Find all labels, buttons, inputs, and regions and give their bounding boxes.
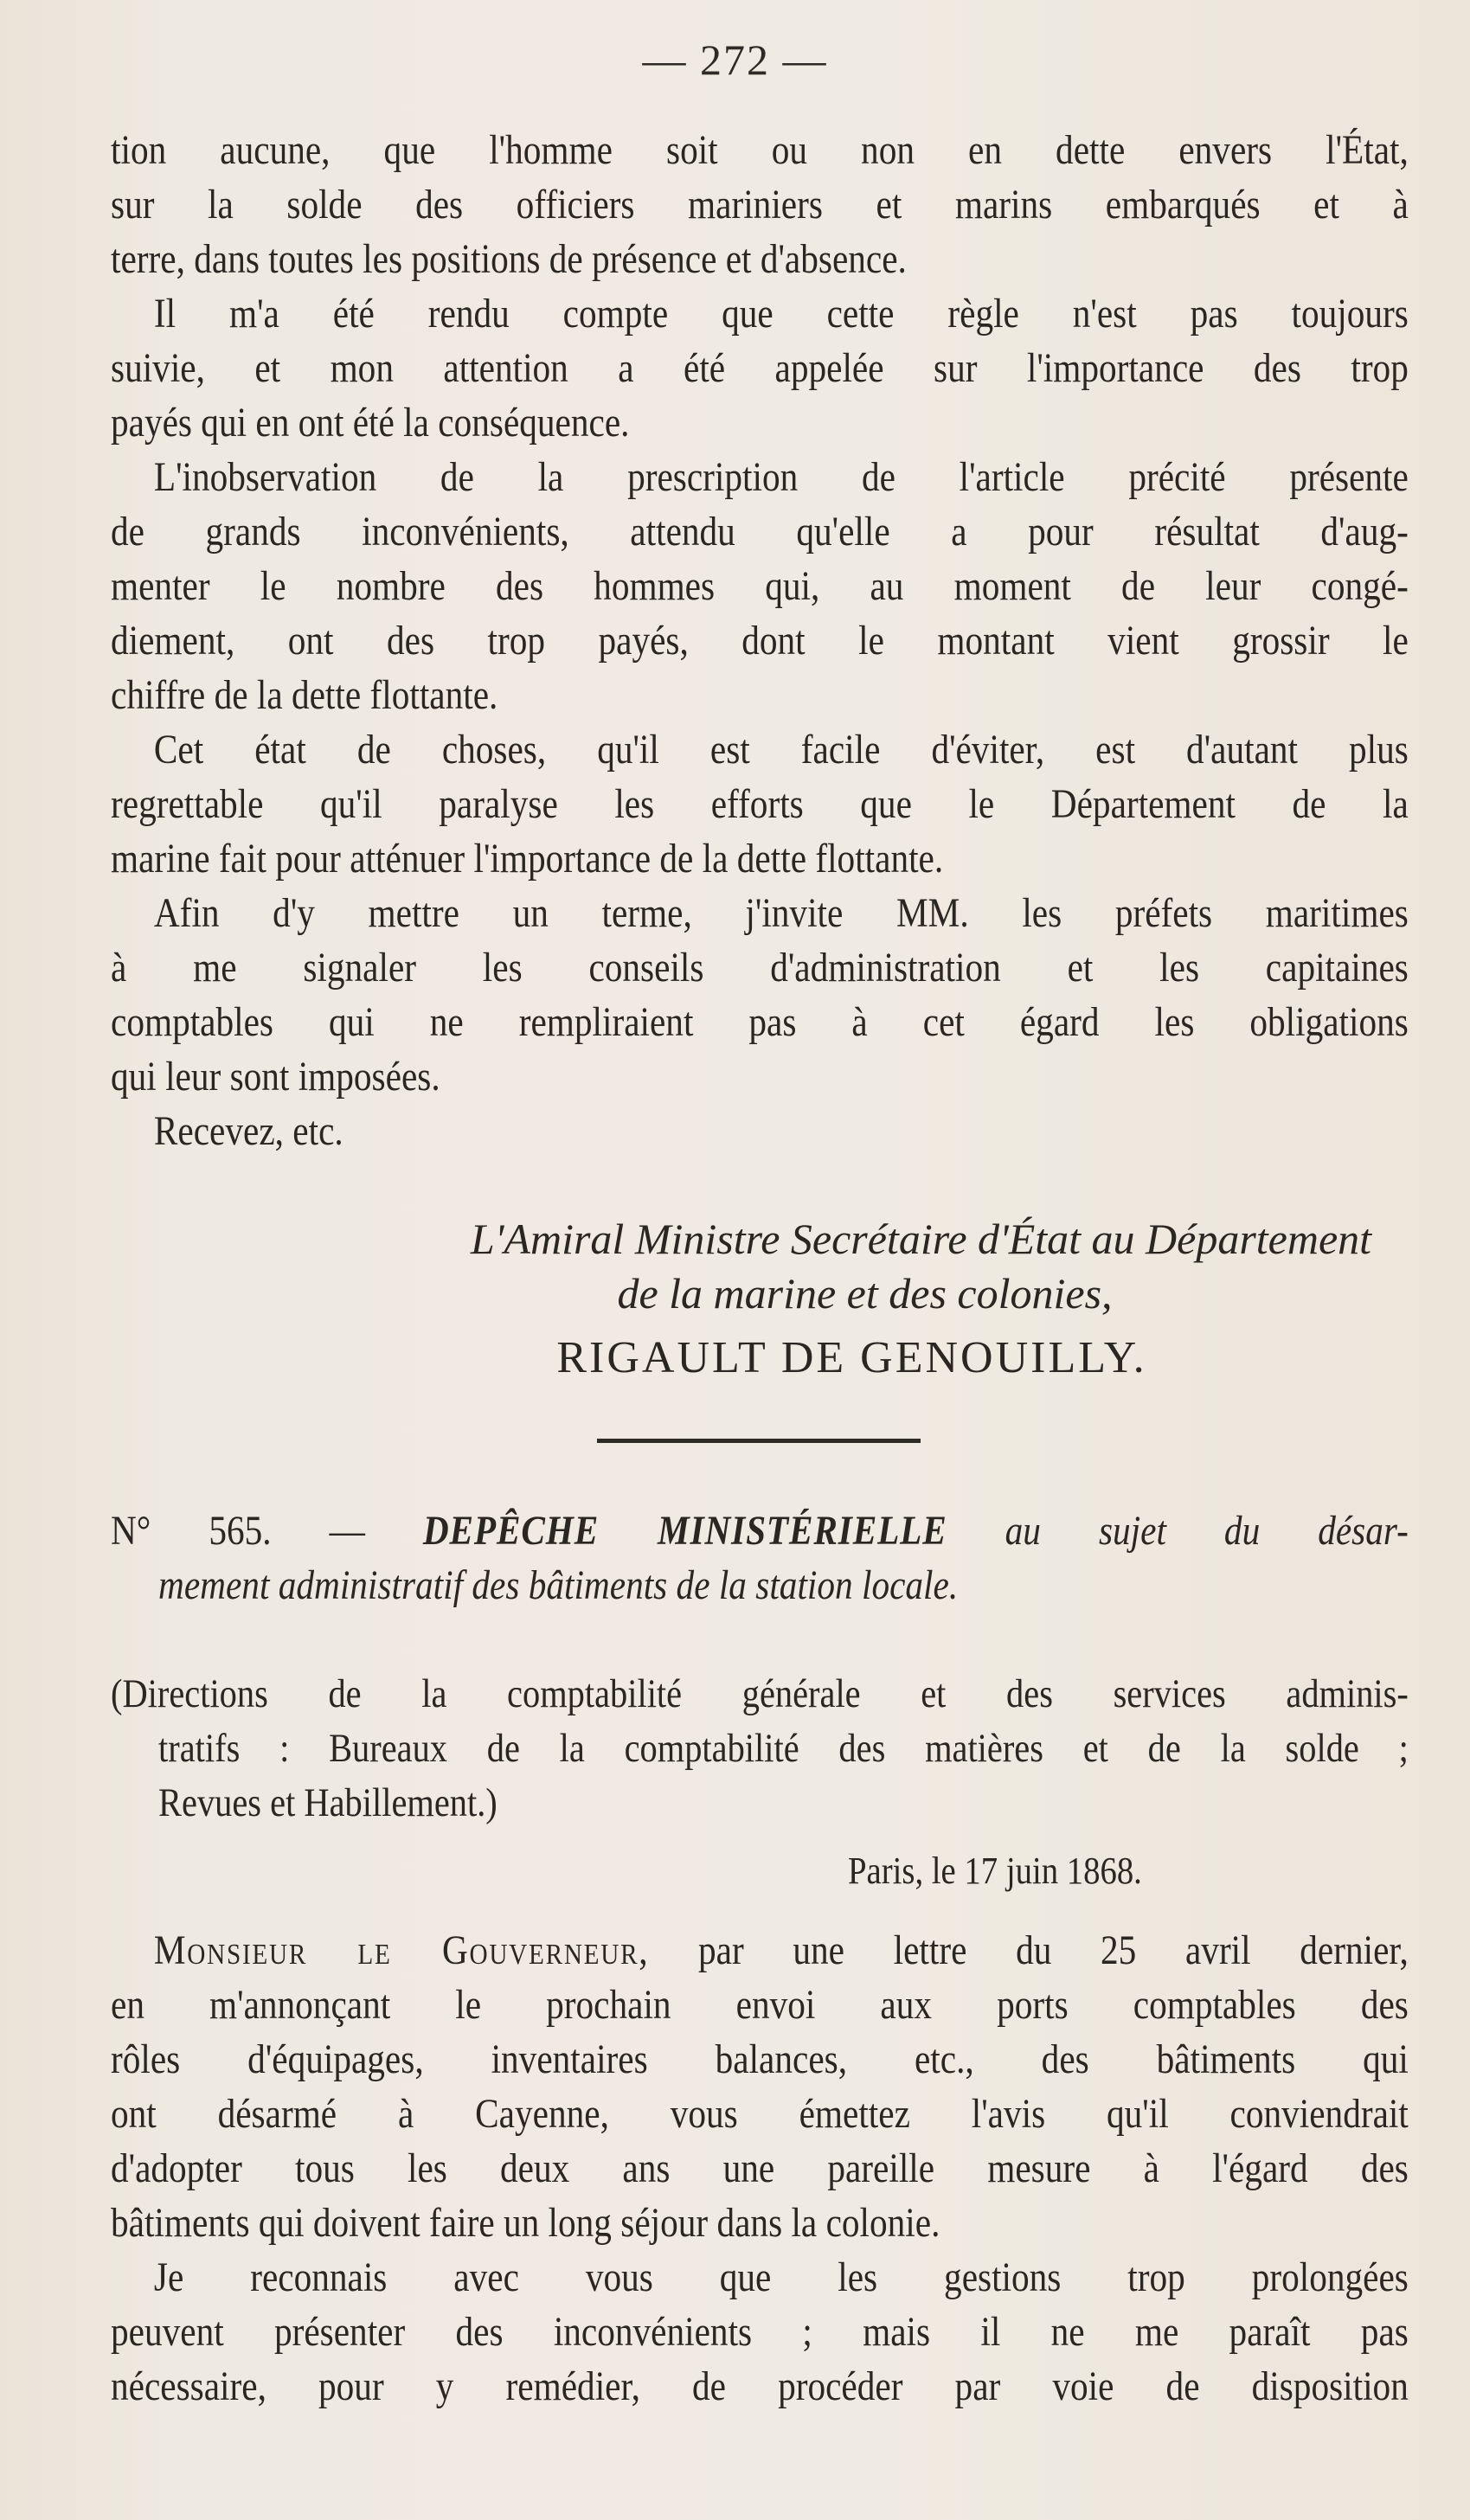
dateline: Paris, le 17 juin 1868. xyxy=(848,1850,1142,1892)
directions-line: tratifs : Bureaux de la comptabilité des matières et de la solde ; xyxy=(158,1726,1409,1771)
text-line: de grands inconvénients, attendu qu'elle a pour résultat d'aug- xyxy=(111,509,1409,555)
signature-block xyxy=(0,1212,1470,1387)
directions-line: (Directions de la comptabilité générale et des services adminis- xyxy=(111,1671,1409,1716)
text-line: Recevez, etc. xyxy=(153,1108,343,1154)
text-line: sur la solde des officiers mariniers et marins embarqués et à xyxy=(111,182,1409,228)
text-line xyxy=(111,1923,1409,1978)
text-line: rôles d'équipages, inventaires balances, etc., des bâtiments qui xyxy=(111,2036,1409,2082)
text-line: d'adopter tous les deux ans une pareille mesure à l'égard des xyxy=(111,2145,1409,2191)
text-line: bâtiments qui doivent faire un long séjour dans la colonie. xyxy=(111,2200,940,2246)
dispatch-paragraph-2 xyxy=(111,2250,1409,2414)
text-line: suivie, et mon attention a été appelée sur l'importance des trop xyxy=(111,345,1409,391)
text-line: à me signaler les conseils d'administration et les capitaines xyxy=(111,945,1409,991)
paragraph-6 xyxy=(111,1104,1409,1158)
section-divider xyxy=(597,1439,921,1443)
text-line: Il m'a été rendu compte que cette règle n'est pas toujours xyxy=(153,291,1409,337)
heading-line: mement administratif des bâtiments de la station locale. xyxy=(158,1562,959,1608)
text-line: marine fait pour atténuer l'importance de la dette flottante. xyxy=(111,836,944,882)
dispatch-title-bold: DEPÊCHE MINISTÉRIELLE xyxy=(422,1508,947,1554)
text-line: nécessaire, pour y remédier, de procéder par voie de disposition xyxy=(111,2363,1409,2409)
paragraph-5 xyxy=(111,886,1409,1104)
text-line: peuvent présenter des inconvénients ; mais il ne me paraît pas xyxy=(111,2309,1409,2355)
salutation: Monsieur le Gouverneur, xyxy=(153,1927,650,1973)
salutation-rest: par une lettre du 25 avril dernier, xyxy=(698,1927,1409,1973)
page-number: — 272 — xyxy=(642,35,828,84)
dispatch-heading xyxy=(111,1504,1409,1613)
text-line: terre, dans toutes les positions de présence et d'absence. xyxy=(111,236,907,282)
paragraph-4 xyxy=(111,722,1409,886)
dispatch-directions xyxy=(111,1667,1409,1831)
text-line: comptables qui ne rempliraient pas à cet égard les obligations xyxy=(111,999,1409,1045)
paragraph-2 xyxy=(111,286,1409,450)
text-line: menter le nombre des hommes qui, au moment de leur congé- xyxy=(111,563,1409,609)
text-line: L'inobservation de la prescription de l'article précité présente xyxy=(153,454,1409,500)
text-line: Je reconnais avec vous que les gestions trop prolongées xyxy=(153,2254,1409,2300)
heading-line xyxy=(111,1504,1409,1558)
directions-line: Revues et Habillement.) xyxy=(158,1780,497,1825)
text-line: payés qui en ont été la conséquence. xyxy=(111,400,630,446)
signature-title-line: L'Amiral Ministre Secrétaire d'État au Département xyxy=(470,1215,1372,1263)
dispatch-title-rest: au sujet du désar- xyxy=(1005,1508,1409,1554)
text-line: ont désarmé à Cayenne, vous émettez l'avis qu'il conviendrait xyxy=(111,2091,1409,2137)
dispatch-paragraph-1 xyxy=(111,1923,1409,2250)
paragraph-3 xyxy=(111,450,1409,722)
paragraph-1 xyxy=(111,123,1409,286)
text-line: en m'annonçant le prochain envoi aux ports comptables des xyxy=(111,1982,1409,2028)
text-line: chiffre de la dette flottante. xyxy=(111,672,498,718)
dispatch-number: N° 565. — xyxy=(111,1508,365,1554)
signature-name: RIGAULT DE GENOUILLY. xyxy=(556,1333,1147,1382)
text-line: regrettable qu'il paralyse les efforts que le Département de la xyxy=(111,781,1409,827)
text-line: tion aucune, que l'homme soit ou non en dette envers l'État, xyxy=(111,127,1409,173)
text-line: Afin d'y mettre un terme, j'invite MM. les préfets maritimes xyxy=(153,890,1409,936)
signature-title-line: de la marine et des colonies, xyxy=(617,1269,1113,1318)
text-line: diement, ont des trop payés, dont le montant vient grossir le xyxy=(111,618,1409,664)
text-line: Cet état de choses, qu'il est facile d'éviter, est d'autant plus xyxy=(153,727,1409,773)
text-line: qui leur sont imposées. xyxy=(111,1054,440,1100)
